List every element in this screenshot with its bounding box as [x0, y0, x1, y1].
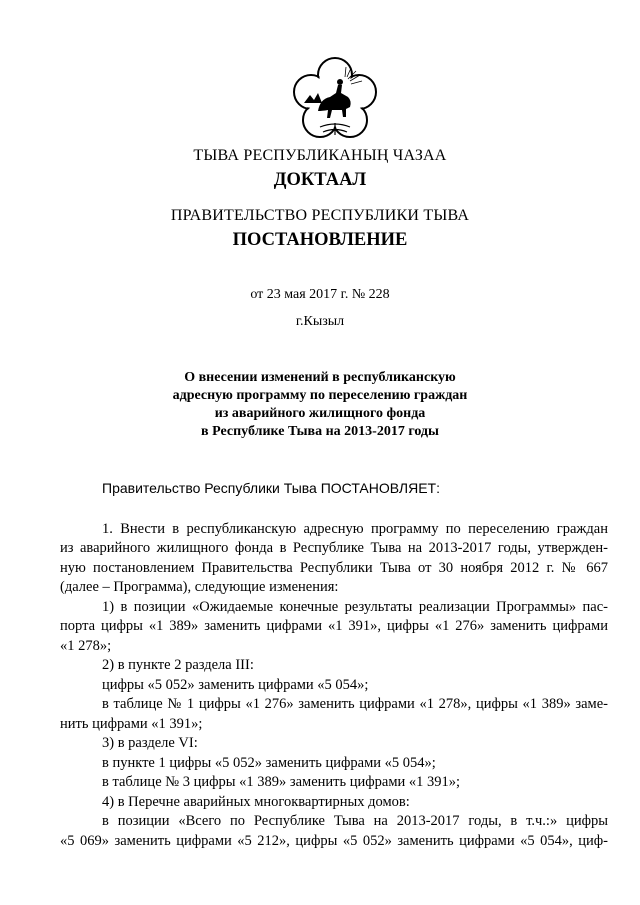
tuvan-government-name: ТЫВА РЕСПУБЛИКАНЫҢ ЧАЗАА [193, 147, 447, 164]
russian-government-name: ПРАВИТЕЛЬСТВО РЕСПУБЛИКИ ТЫВА [170, 207, 470, 224]
body-line: цифры «5 052» заменить цифрами «5 054»; [102, 676, 369, 693]
body-line: в таблице № 3 цифры «1 389» заменить цифрами «1 391»; [102, 774, 461, 790]
title-line: из аварийного жилищного фонда [214, 406, 426, 421]
title-line: адресную программу по переселению граждан [172, 388, 468, 403]
body-line: порта цифры «1 389» заменить цифрами «1 391», цифры «1 276» заменить цифрами [60, 618, 608, 634]
body-line: из аварийного жилищного фонда в Республике Тыва на 2013-2017 годы, утвержден- [60, 540, 608, 556]
document-date-number: от 23 мая 2017 г. № 228 [250, 287, 390, 302]
body-line: 3) в разделе VI: [102, 735, 198, 751]
body-line: ную постановлением Правительства Республики Тыва от 30 ноября 2012 г. № 667 [60, 559, 608, 576]
body-line: 2) в пункте 2 раздела III: [102, 657, 254, 673]
resolution-intro: Правительство Республики Тыва ПОСТАНОВЛЯЕТ: [102, 480, 440, 496]
document-city: г.Кызыл [295, 314, 345, 329]
body-line: в позиции «Всего по Республике Тыва на 2013-2017 годы, в т.ч.:» цифры [102, 813, 608, 829]
body-line: «5 069» заменить цифрами «5 212», цифры «5 052» заменить цифрами «5 054», циф- [60, 832, 608, 849]
body-line: (далее – Программа), следующие изменения: [60, 579, 339, 595]
document-title [0, 369, 640, 441]
body-line: 1) в позиции «Ожидаемые конечные результаты реализации Программы» пас- [102, 598, 608, 615]
body-line: в таблице № 1 цифры «1 276» заменить цифрами «1 278», цифры «1 389» заме- [102, 696, 608, 712]
tuvan-document-type: ДОКТААЛ [273, 170, 367, 190]
body-line: «1 278»; [60, 637, 112, 654]
body-line: в пункте 1 цифры «5 052» заменить цифрами «5 054»; [102, 754, 436, 771]
russian-document-type: ПОСТАНОВЛЕНИЕ [232, 230, 408, 250]
title-line: О внесении изменений в республиканскую [184, 370, 456, 385]
document-body [60, 479, 608, 851]
body-line: нить цифрами «1 391»; [60, 715, 203, 732]
title-line: в Республике Тыва на 2013-2017 годы [201, 424, 439, 439]
coat-of-arms-icon [290, 55, 380, 145]
body-line: 4) в Перечне аварийных многоквартирных домов: [102, 793, 410, 810]
body-line: 1. Внести в республиканскую адресную программу по переселению граждан [102, 520, 608, 537]
